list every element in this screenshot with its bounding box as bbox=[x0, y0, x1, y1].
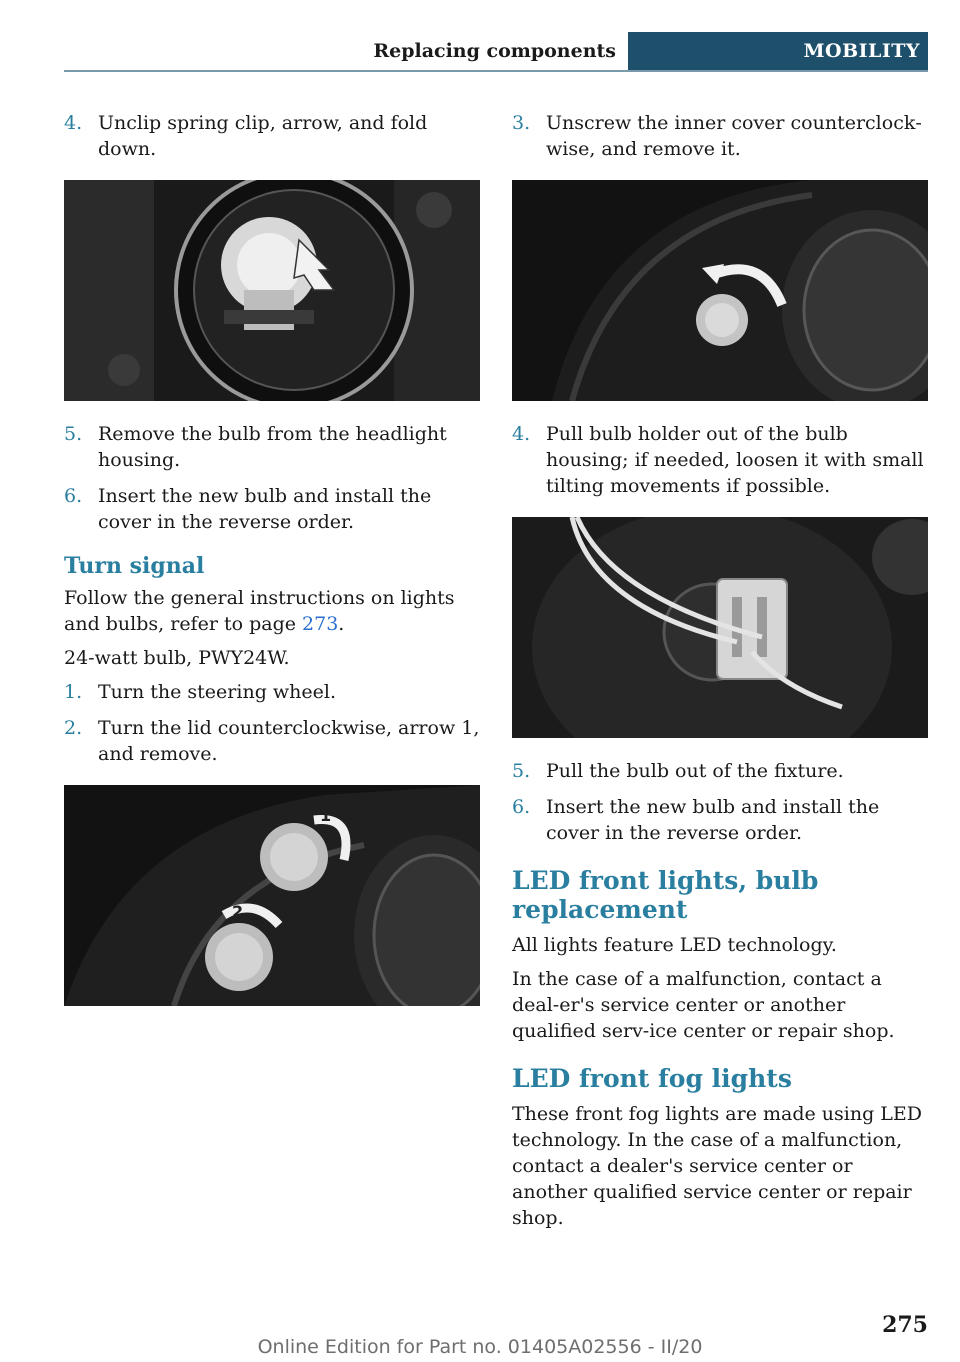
page-number: 275 bbox=[882, 1312, 928, 1338]
led-front-heading: LED front lights, bulb replacement bbox=[512, 866, 819, 924]
section-title: Replacing components bbox=[373, 40, 616, 62]
bulb-holder-photo bbox=[512, 517, 928, 738]
arrow-label-1: 1 bbox=[320, 806, 332, 825]
step-text: Unclip spring clip, arrow, and fold down. bbox=[98, 112, 428, 160]
step-text: Pull bulb holder out of the bulb housing; if needed, loosen it with small tilting movements if possible. bbox=[546, 423, 924, 497]
left-column bbox=[64, 110, 480, 1026]
led-fog-heading: LED front fog lights bbox=[512, 1064, 792, 1093]
header-rule bbox=[64, 70, 928, 72]
step-item bbox=[512, 758, 928, 784]
step-text: Pull the bulb out of the fixture. bbox=[546, 760, 844, 782]
intro-text: Follow the general instructions on lights and bulbs, refer to page bbox=[64, 587, 455, 635]
step-text: Insert the new bulb and install the cover in the reverse order. bbox=[98, 485, 432, 533]
step-item bbox=[512, 110, 928, 162]
edition-footer: Online Edition for Part no. 01405A02556 - II/20 bbox=[257, 1336, 703, 1358]
right-column bbox=[512, 110, 928, 1239]
step-text: Turn the steering wheel. bbox=[98, 681, 337, 703]
step-number: 5. bbox=[64, 423, 83, 445]
step-number: 6. bbox=[512, 796, 531, 818]
step-item bbox=[512, 421, 928, 499]
step-item bbox=[512, 794, 928, 846]
step-text: Insert the new bulb and install the cover in the reverse order. bbox=[546, 796, 880, 844]
step-number: 2. bbox=[64, 717, 83, 739]
step-item bbox=[64, 483, 480, 535]
intro-text-end: . bbox=[338, 613, 345, 635]
step-item bbox=[64, 715, 480, 767]
arrow-label-2: 2 bbox=[232, 902, 244, 921]
step-number: 5. bbox=[512, 760, 531, 782]
step-text: Remove the bulb from the headlight housing. bbox=[98, 423, 447, 471]
step-item bbox=[64, 421, 480, 473]
step-text: Unscrew the inner cover counterclock‐wise, and remove it. bbox=[546, 112, 922, 160]
step-text: Turn the lid counterclockwise, arrow 1, and remove. bbox=[98, 717, 480, 765]
wheel-arch-lids-photo bbox=[64, 785, 480, 1006]
step-number: 1. bbox=[64, 681, 83, 703]
chapter-tab: MOBILITY bbox=[628, 32, 928, 72]
step-number: 4. bbox=[64, 112, 83, 134]
led-front-malfunction-para: In the case of a malfunction, contact a deal‐er's service center or another qualified serv‐ice center or repair shop. bbox=[512, 968, 895, 1042]
turn-signal-intro bbox=[64, 585, 480, 637]
turn-signal-heading: Turn signal bbox=[64, 553, 205, 579]
inner-cover-photo bbox=[512, 180, 928, 401]
led-front-para: All lights feature LED technology. bbox=[512, 934, 837, 956]
page-header bbox=[64, 32, 928, 72]
led-fog-para: These front fog lights are made using LED technology. In the case of a malfunction, contact a dealer's service center or another qualified service center or repair shop. bbox=[512, 1103, 923, 1229]
page-reference-link[interactable]: 273 bbox=[302, 613, 339, 635]
bulb-spec: 24-watt bulb, PWY24W. bbox=[64, 647, 290, 669]
step-item bbox=[64, 679, 480, 705]
step-number: 3. bbox=[512, 112, 531, 134]
step-number: 6. bbox=[64, 485, 83, 507]
step-number: 4. bbox=[512, 423, 531, 445]
headlight-clip-photo bbox=[64, 180, 480, 401]
step-item bbox=[64, 110, 480, 162]
